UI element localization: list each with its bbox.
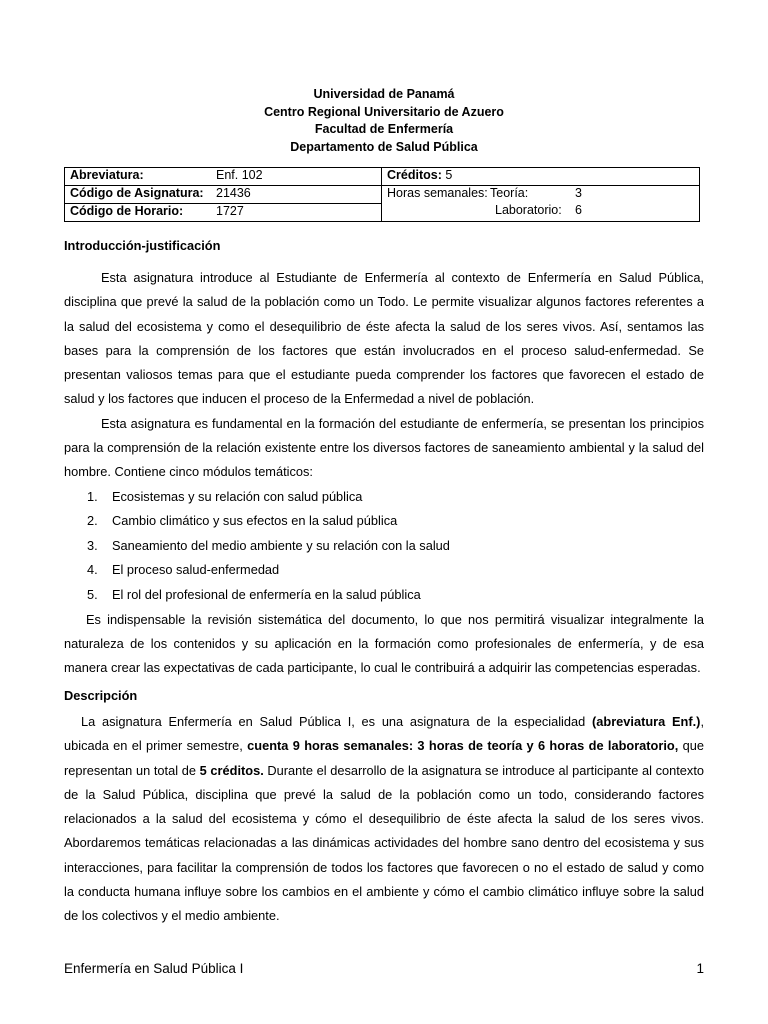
list-item-number: 4. [87, 562, 98, 578]
description-text: , ubicada en el primer semestre, [64, 714, 704, 754]
description-emphasis: (abreviatura Enf.) [592, 714, 701, 729]
list-item [64, 558, 704, 583]
intro-paragraph-2: Esta asignatura es fundamental en la formación del estudiante de enfermería, se presentan los principios para la comprensión de la relación existente entre los diversos factores de saneamiento ambiental y la salud del hombre. Contiene cinco módulos temáticos: [64, 415, 704, 480]
theory-label: Teoría: [490, 186, 529, 200]
list-item-text: Cambio climático y sus efectos en la salud pública [112, 513, 398, 529]
lab-value: 6 [575, 203, 582, 217]
credits-label: Créditos: [387, 168, 442, 182]
credits-value: 5 [445, 168, 453, 182]
intro-paragraph-1: Esta asignatura introduce al Estudiante de Enfermería al contexto de Enfermería en Salud Pública, disciplina que prevé la salud de la población como un Todo. Le permite visualizar algunos factores referentes a la salud del ecosistema y como el desequilibrio de éste afecta la salud de los seres vivos. Así, sentamos las bases para la comprensión de los factores que están involucrados en el proceso salud-enfermedad. Se presentan valiosos temas para que el estudiante pueda comprender los factores que favorecen el estado de salud y los factores que inducen el proceso de la Enfermedad a nivel de población. [64, 270, 704, 407]
list-item-text: El proceso salud-enfermedad [112, 562, 280, 578]
intro-section [64, 266, 704, 681]
list-item-text: Ecosistemas y su relación con salud pública [112, 488, 363, 504]
subject-code-label: Código de Asignatura: [70, 186, 204, 200]
list-item-number: 5. [87, 587, 98, 603]
description-section [64, 710, 704, 929]
description-text: La asignatura Enfermería en Salud Pública I, es una asignatura de la especialidad [81, 714, 592, 729]
schedule-code-value: 1727 [216, 204, 244, 218]
abbreviation-label: Abreviatura: [70, 168, 144, 182]
weekly-hours-label: Horas semanales: [387, 186, 488, 200]
university-name: Universidad de Panamá [313, 87, 455, 101]
intro-paragraph-3: Es indispensable la revisión sistemática del documento, lo que nos permitirá visualizar integralmente la naturaleza de los contenidos y su aplicación en la formación como profesionales de enfermería, y de esa manera crear las expectativas de cada participante, lo cual le contribuirá a adquirir las competencias esperadas. [64, 611, 704, 676]
abbreviation-cell [65, 168, 382, 186]
description-text: Durante el desarrollo de la asignatura se introduce al participante al contexto de la Salud Pública, disciplina que prevé la salud de la población como un todo, considerando factores relacionados a la salud del ecosistema y cómo el desequilibrio de éste afecta la salud de los seres vivos. Abordaremos temáticas relacionadas a las dinámicas actividades del hombre sano dentro del ecosistema y sus interacciones, para facilitar la comprensión de todos los factores que favorecen o no el estado de salud y como la conducta humana influye sobre los cambios en el ambiente y cómo el cambio climático influye sobre la salud de los colectivos y el medio ambiente. [64, 762, 704, 924]
abbreviation-value: Enf. 102 [216, 168, 263, 182]
list-item-text: Saneamiento del medio ambiente y su relación con la salud [112, 537, 450, 553]
description-text: que representan un total de [64, 738, 704, 778]
subject-code-cell [65, 186, 382, 204]
description-emphasis: 5 créditos. [199, 762, 264, 778]
subject-code-value: 21436 [216, 186, 251, 200]
department-name: Departamento de Salud Pública [290, 139, 478, 154]
lab-label: Laboratorio: [495, 203, 562, 217]
course-info-table [64, 167, 700, 222]
list-item-number: 2. [87, 513, 98, 529]
list-item [64, 534, 704, 559]
theory-value: 3 [575, 186, 582, 200]
description-emphasis: cuenta 9 horas semanales: 3 horas de teoría y 6 horas de laboratorio, [247, 738, 679, 754]
schedule-code-cell [65, 204, 382, 222]
credits-cell [382, 168, 700, 186]
list-item [64, 485, 704, 510]
regional-center-name: Centro Regional Universitario de Azuero [264, 104, 504, 119]
footer-title: Enfermería en Salud Pública I [64, 961, 244, 976]
intro-heading: Introducción-justificación [64, 238, 221, 253]
document-header [0, 86, 768, 156]
schedule-code-label: Código de Horario: [70, 204, 184, 218]
module-list [64, 485, 704, 608]
list-item [64, 583, 704, 608]
list-item-number: 1. [87, 488, 98, 504]
weekly-hours-cell [382, 186, 700, 222]
page-number: 1 [696, 961, 704, 976]
description-paragraph [64, 710, 704, 929]
list-item-number: 3. [87, 537, 98, 553]
list-item-text: El rol del profesional de enfermería en la salud pública [112, 587, 421, 603]
faculty-name: Facultad de Enfermería [314, 122, 454, 136]
description-heading: Descripción [64, 688, 138, 703]
list-item [64, 509, 704, 534]
